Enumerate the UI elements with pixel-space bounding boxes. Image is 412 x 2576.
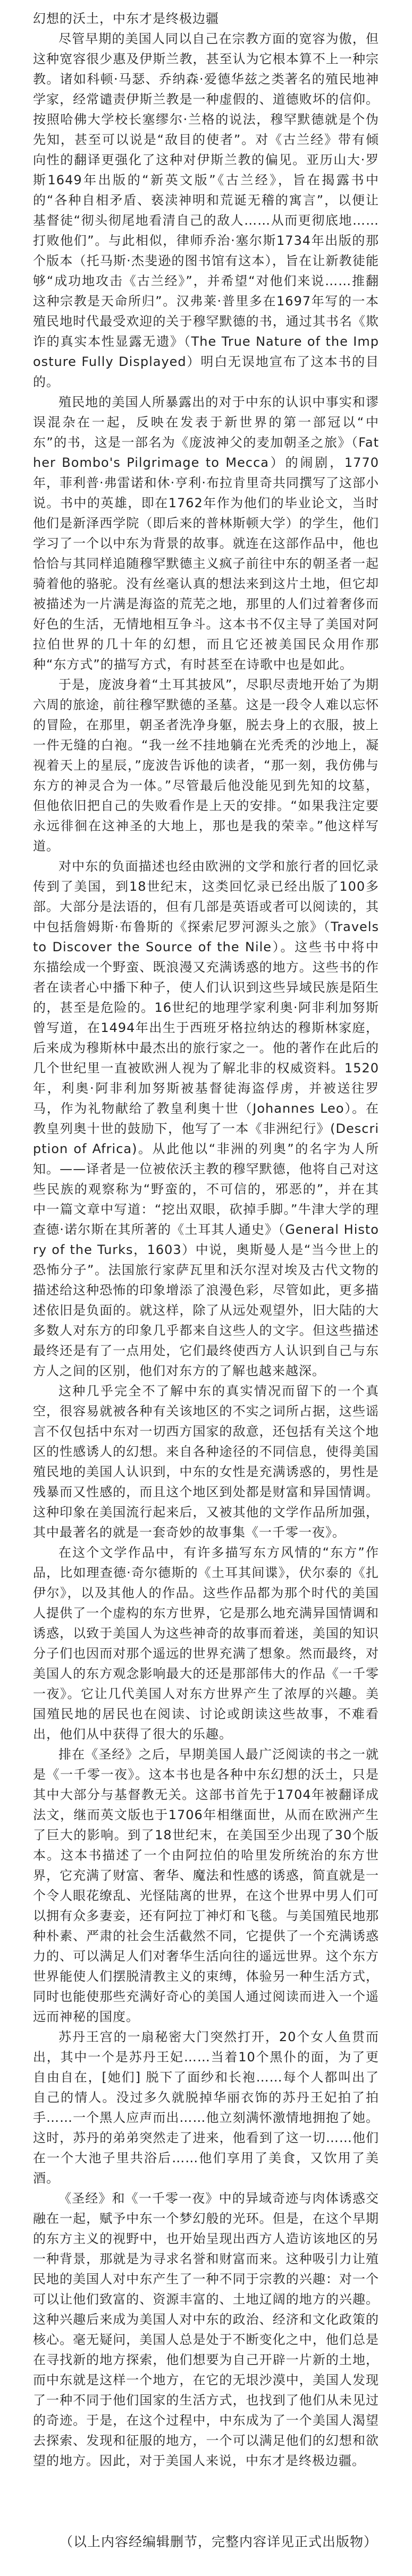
article-paragraph: 殖民地的美国人所暴露出的对于中东的认识中事实和谬误混杂在一起，反映在发表于新世界的第一部冠以“中东”的书，这是一部名为《庞波神父的麦加朝圣之旅》（Father Bombo's Pilgrimage to Mecca）的闹剧，1770年，菲利普·弗雷诺和休·亨利·布拉肯里奇共同撰写了这部小说。书中的英雄，即在1762年作为他们的毕业论文，当时他们是新泽西学院（即后来的普林斯顿大学）的学生，他们学习了一个以中东为背景的故事。就连在这部作品中，他也恰恰与其同样追随穆罕默德主义疯子前往中东的朝圣者一起骑着他的骆驼。没有丝毫认真的想法来到这片土地，但它却被描述为一片满是海盗的荒芜之地，那里的人们过着奢侈而好色的生活，无情地相互争斗。这本书不仅主导了美国对阿拉伯世界的几十年的幻想，而且它还被美国民众用作那种“东方式”的描写方式，有时甚至在诗歌中也是如此。 — [33, 395, 379, 672]
article-paragraph: 这种几乎完全不了解中东的真实情况而留下的一个真空，很容易就被各种有关该地区的不实之词所占据，这些谣言不仅包括中东对一切西方国家的敌意，还包括有关这个地区的性感诱人的幻想。来自各种途径的不同信息，使得美国殖民地的美国人认识到，中东的女性是充满诱惑的，男性是残暴而又性感的，而且这个地区到处都是财富和异国情调。这种印象在美国流行起来后，又被其他的文学作品所加强，其中最著名的就是一套奇妙的故事集《一千零一夜》。 — [33, 1384, 379, 1540]
article-paragraph: 在这个文学作品中，有许多描写东方风情的“东方”作品，比如理查德·奇尔德斯的《土耳其间谍》，伏尔泰的《扎伊尔》，以及其他人的作品。这些作品都为那个时代的美国人提供了一个虚构的东方世界，它是那么地充满异国情调和诱惑，以致于美国人为这些神奇的故事而着迷，美国的知识分子们也因而对那个遥远的世界充满了想象。然而最终，对美国人的东方观念影响最大的还是那部伟大的作品《一千零一夜》。它让几代美国人对东方世界产生了浓厚的兴趣。美国殖民地的居民也在阅读、讨论或朗读这些故事，不难看出，他们从中获得了很大的乐趣。 — [33, 1545, 379, 1742]
article-paragraph: 尽管早期的美国人同以自己在宗教方面的宽容为傲，但这种宽容很少惠及伊斯兰教，甚至认为它根本算不上一种宗教。诸如科顿·马瑟、乔纳森·爱德华兹之类著名的殖民地神学家，经常谴责伊斯兰教是一种虚假的、道德败坏的信仰。按照哈佛大学校长塞缪尔·兰格的说法，穆罕默德就是个伪先知，甚至可以说是“敌目的使者”。对《古兰经》带有倾向性的翻译更强化了这种对伊斯兰教的偏见。亚历山大·罗斯1649年出版的“新英文版”《古兰经》，旨在揭露书中的“各种自相矛盾、亵渎神明和荒诞无稽的寓言”，以便让基督徒“彻头彻尾地看清自己的敌人……从而更彻底地……打败他们”。与此相似，律师乔治·塞尔斯1734年出版的那个版本（托马斯·杰斐逊的图书馆有这本），旨在让新教徒能够“成功地攻击《古兰经》”，并希望“对他们来说……推翻这种宗教是天命所归”。汉弗莱·普里多在1697年写的一本殖民地时代最受欢迎的关于穆罕默德的书，通过其书名《欺诈的真实本性显露无遗》（The True Nature of the Imposture Fully Displayed）明白无误地宣布了这本书的目的。 — [33, 31, 379, 389]
article-paragraph: 于是，庞波身着“土耳其披风”，尽职尽责地开始了为期六周的旅途，前往穆罕默德的圣墓。这是一段令人难以忘怀的冒险，在那里，朝圣者洗净身躯，脱去身上的衣服，披上一件无缝的白袍。“我一丝不挂地躺在光秃秃的沙地上，凝视着天上的星辰，”庞波告诉他的读者，“那一刻，我仿佛与东方的神灵合为一体。”尽管最后他没能见到先知的坟墓，但他依旧把自己的失败看作是上天的安排。“如果我注定要永远徘徊在这神圣的大地上，那也是我的荣幸。”他这样写道。 — [33, 677, 379, 854]
article-title: 幻想的沃土，中东才是终极边疆 — [33, 11, 219, 26]
article-paragraph: 苏丹王宫的一扇秘密大门突然打开，20个女人鱼贯而出，其中一个是苏丹王妃……当着10个黑仆的面，为了更自由自在，[她们] 脱下了面纱和长袍……每个人都叫出了自己的情人。没过多久就脱掉华丽衣饰的苏丹王妃拍了拍手……一个黑人应声而出……他立刻满怀激情地拥抱了她。这时，苏丹的弟弟突然走了进来，他看到了这一切……他们在一个大池子里共浴后……他们享用了美食，又饮用了美酒。 — [33, 2029, 379, 2186]
article-paragraph: 排在《圣经》之后，早期美国人最广泛阅读的书之一就是《一千零一夜》。这本书也是各种中东幻想的沃土，只是其中大部分与基督教无关。这部书首先于1704年被翻译成法文，继而英文版也于1706年相继面世，从而在欧洲产生了巨大的影响。到了18世纪末，在美国至少出现了30个版本。这本书描述了一个由阿拉伯的哈里发所统治的东方世界，它充满了财富、奢华、魔法和性感的诱惑，简直就是一个令人眼花缭乱、光怪陆离的世界，在这个世界中男人们可以拥有众多妻妾，还有阿拉丁神灯和飞毯。与美国殖民地那种朴素、严肃的社会生活截然不同，它提供了一个充满诱惑力的、可以满足人们对奢华生活向往的遥远世界。这个东方世界能使人们摆脱清教主义的束缚，体验另一种生活方式，同时也能使那些充满好奇心的美国人通过阅读而进入一个遥远而神秘的国度。 — [33, 1747, 379, 2024]
footer-note: （以上内容经编辑删节，完整内容详见正式出版物） — [60, 2534, 378, 2549]
article-paragraph: 《圣经》和《一千零一夜》中的异域奇迹与肉体诱惑交融在一起，赋予中东一个梦幻般的光环。但是，在这个早期的东方主义的视野中，也开始呈现出西方人造访该地区的另一种背景，那就是为寻求名誉和财富而来。这种吸引力让殖民地的美国人对中东产生了一种不同于宗教的兴趣：对一个可以让他们致富的、资源丰富的、土地辽阔的地方的兴趣。这种兴趣后来成为美国人对中东的政治、经济和文化政策的核心。毫无疑问，美国人总是处于不断变化之中，他们总是在寻找新的地方探索，他们想要为自己开辟一片新的土地，而中东就是这样一个地方，在它的无垠沙漠中，美国人发现了一种不同于他们国家的生活方式，也找到了他们从未见过的奇迹。于是，在这个过程中，中东成为了一个美国人渴望去探索、发现和征服的地方，一个可以满足他们的幻想和欲望的地方。因此，对于美国人来说，中东才是终极边疆。 — [33, 2191, 379, 2468]
article-paragraph: 对中东的负面描述也经由欧洲的文学和旅行者的回忆录传到了美国，到18世纪末，这类回忆录已经出版了100多部。大部分是法语的，但有几部是英语或者可以阅读的，其中包括詹姆斯·布鲁斯的《探索尼罗河源头之旅》（Travels to Discover the Source of the Nile）。这些书中将中东描绘成一个野蛮、既浪漫又充满诱惑的地方。这些书的作者在读者心中播下种子，使人们认识到这些异域民族是陌生的，甚至是危险的。16世纪的地理学家利奥·阿非利加努斯曾写道，在1494年出生于西班牙格拉纳达的穆斯林家庭，后来成为穆斯林中最杰出的旅行家之一。他的著作在此后的几个世纪里一直被欧洲人视为了解北非的权威资料。1520年，利奥·阿非利加努斯被基督徒海盗俘虏，并被送往罗马，作为礼物献给了教皇利奥十世（Johannes Leo）。在教皇列奥十世的鼓励下，他写了一本《非洲纪行》(Description of Africa)。从此他以“非洲的列奥”的名字为人所知。——译者是一位被依沃主教的穆罕默德，他将自己对这些民族的观察称为“野蛮的，不可信的，邪恶的”，并在其中一篇文章中写道：“挖出双眼，砍掉手脚。”牛津大学的理查德·诺尔斯在其所著的《土耳其人通史》（General History of the Turks，1603）中说，奥斯曼人是“当今世上的恐怖分子”。法国旅行家萨瓦里和沃尔涅对埃及古代文物的描述给这种恐怖的印象增添了浪漫色彩，尽管如此，更多描述依旧是负面的。就这样，除了从远处观望外，旧大陆的大多数人对东方的印象几乎都来自这些人的文字。但这些描述最终还是有了一点用处，它们最终使西方人认识到自己与东方人之间的区别，他们对东方的了解也越来越深。 — [33, 859, 379, 1378]
